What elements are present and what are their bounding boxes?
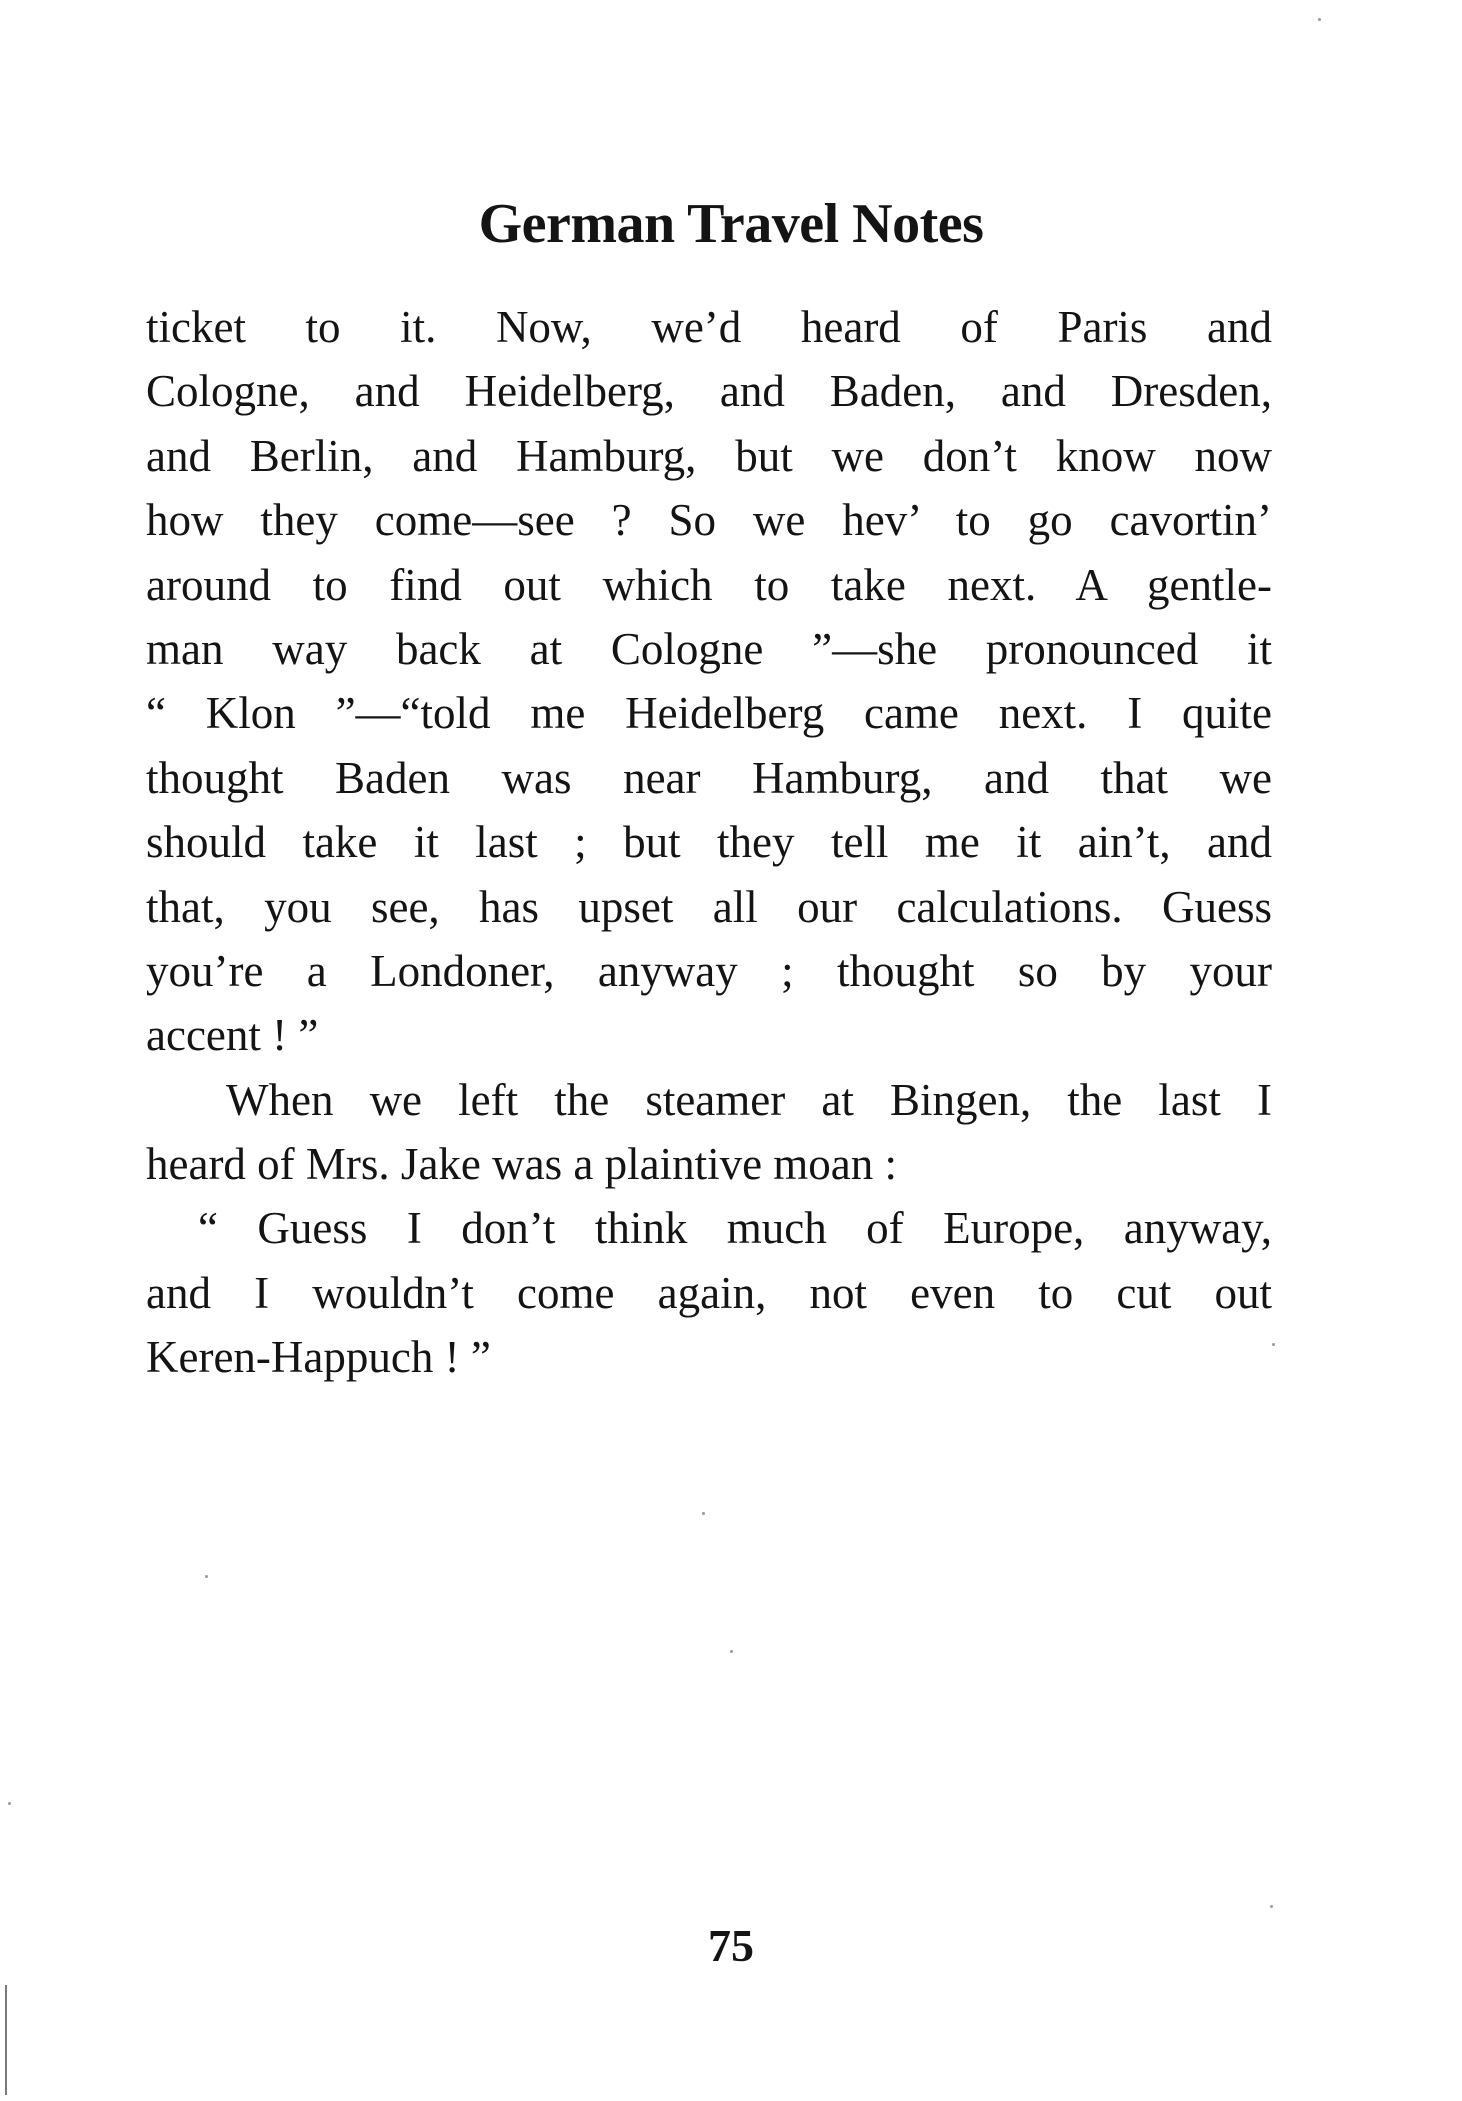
paragraph-first-line: When we left the steamer at Bingen, the last I [226,1074,1272,1125]
text-line: ticket to it. Now, we’d heard of Paris and [146,302,1272,352]
text-line: accent ! ” [146,1010,319,1061]
scan-speck [730,1650,733,1653]
text-line: and I wouldn’t come again, not even to cut out [146,1267,1272,1318]
scan-edge-mark [5,1985,7,2095]
scan-speck [8,1802,11,1805]
text-line: Cologne, and Heidelberg, and Baden, and Dresden, [146,366,1272,417]
scan-speck [1318,18,1321,21]
text-line: and Berlin, and Hamburg, but we don’t know now [146,430,1272,481]
text-line: thought Baden was near Hamburg, and that we [146,752,1272,803]
text-line: around to find out which to take next. A gentle- [146,559,1272,610]
text-line: you’re a Londoner, anyway ; thought so by your [146,945,1272,996]
paragraph-first-line: “ Guess I don’t think much of Europe, anyway, [198,1203,1272,1254]
running-head-title: German Travel Notes [478,193,984,255]
page-number: 75 [708,1920,754,1971]
text-line: that, you see, has upset all our calculations. Guess [146,881,1272,932]
text-line: Keren-Happuch ! ” [146,1332,491,1383]
body-text [146,295,1272,1390]
text-line: how they come—see ? So we hev’ to go cavortin’ [146,495,1272,546]
text-line: heard of Mrs. Jake was a plaintive moan : [146,1139,898,1190]
text-line: “ Klon ”—“told me Heidelberg came next. I quite [146,688,1272,739]
scan-speck [205,1575,208,1578]
text-line: should take it last ; but they tell me it ain’t, and [146,817,1272,868]
scan-speck [1270,1905,1273,1908]
scan-speck [702,1512,705,1515]
scan-speck [1272,1343,1275,1346]
text-line: man way back at Cologne ”—she pronounced it [146,623,1272,674]
